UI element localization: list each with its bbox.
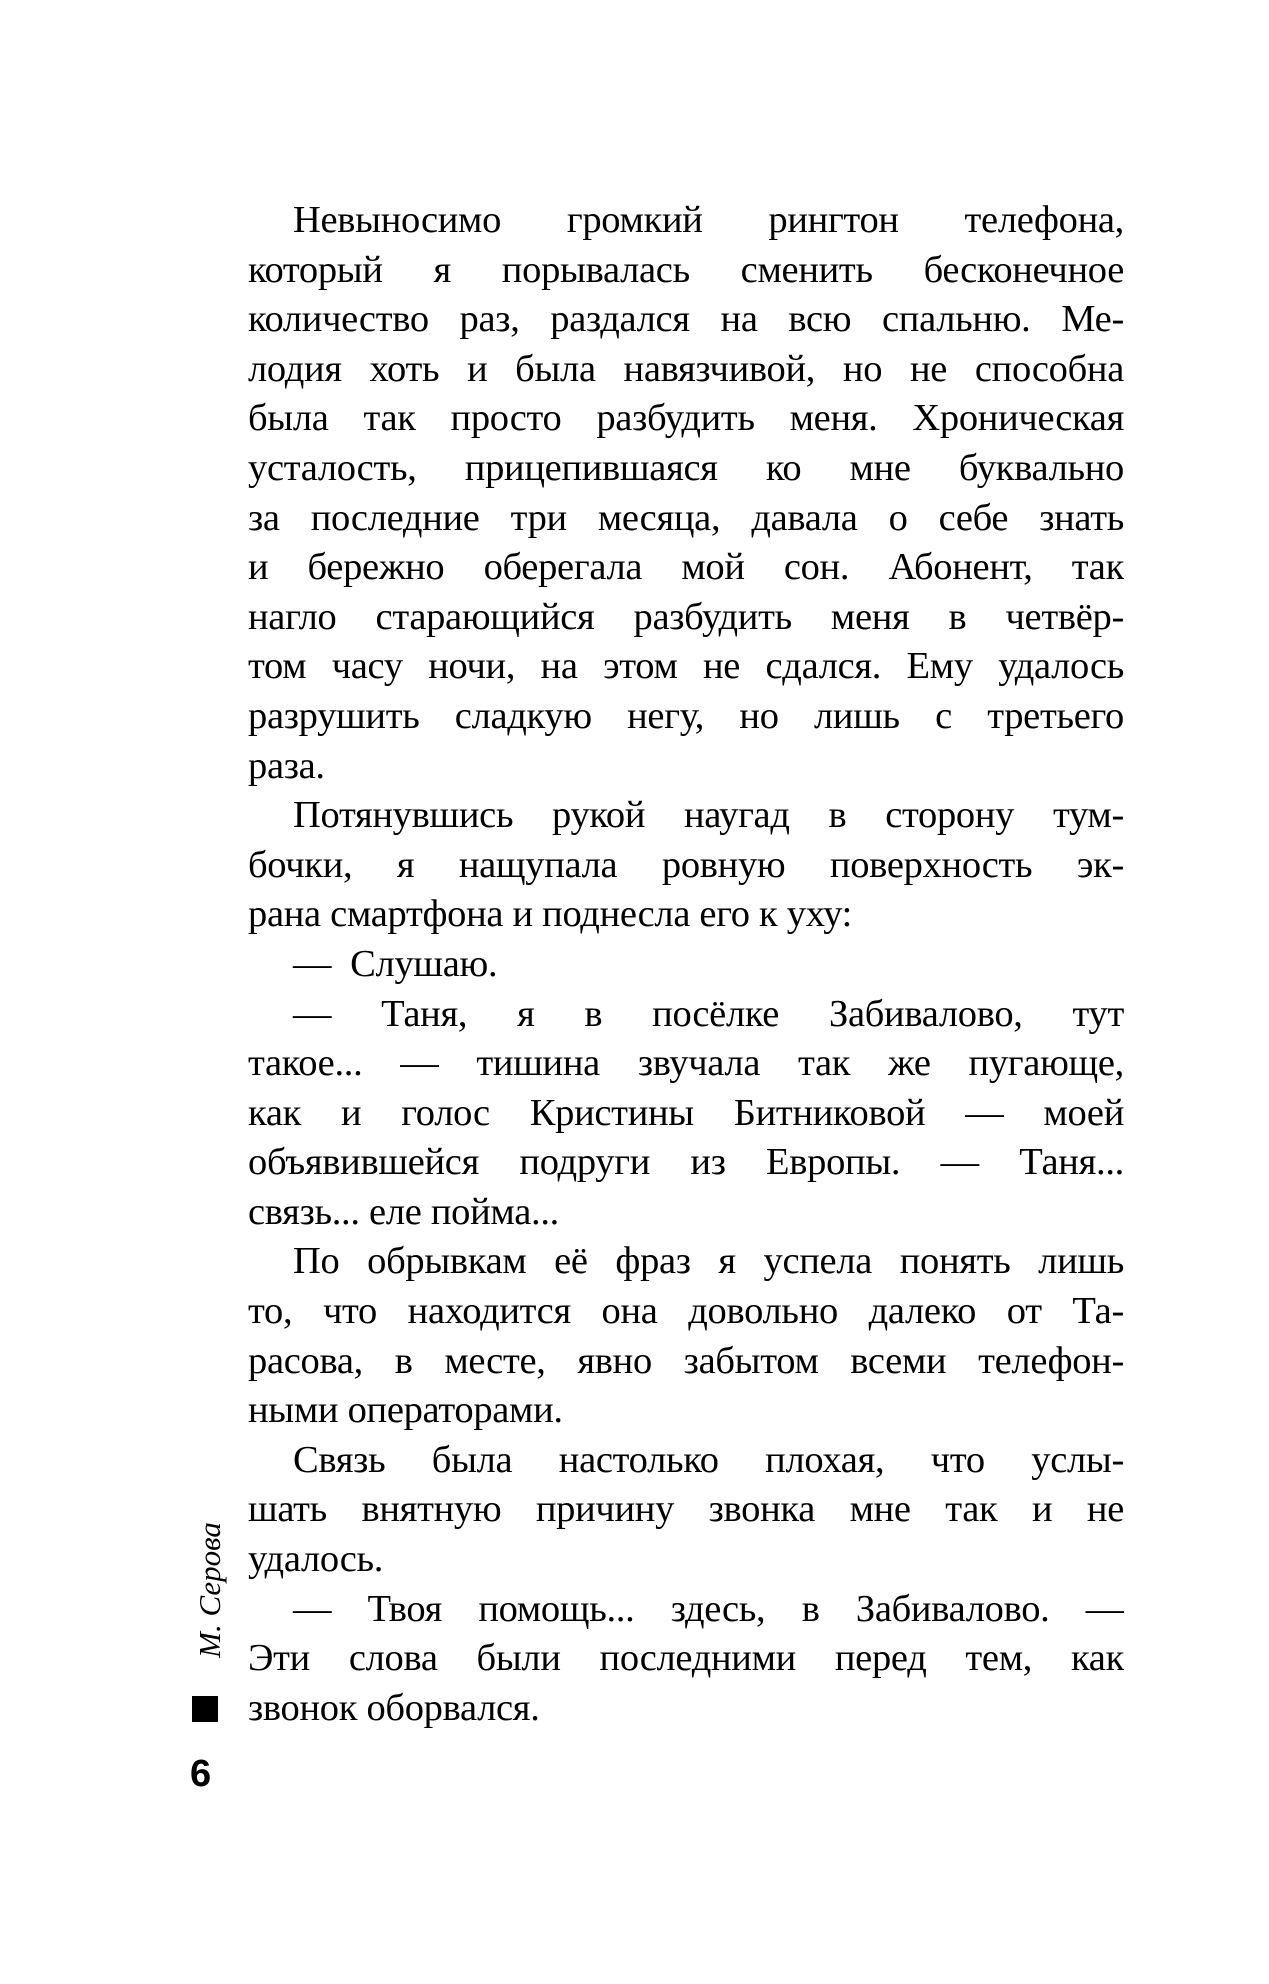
paragraph (248, 196, 1124, 791)
text-line: нагло старающийся разбудить меня в четвёр- (248, 595, 1124, 638)
text-line: удалось. (248, 1538, 384, 1581)
paragraph (248, 791, 1124, 940)
text-line: Связь была настолько плохая, что услы- (293, 1438, 1124, 1481)
text-line: лодия хоть и была навязчивой, но не способна (248, 347, 1124, 390)
paragraph-dialogue (248, 1585, 1124, 1734)
text-line: Потянувшись рукой наугад в сторону тум- (293, 794, 1124, 837)
text-line: — Твоя помощь... здесь, в Забивалово. — (293, 1587, 1124, 1630)
text-line: и бережно оберегала мой сон. Абонент, так (248, 546, 1124, 589)
text-line: Невыносимо громкий рингтон телефона, (293, 199, 1124, 241)
text-line: за последние три месяца, давала о себе знать (248, 496, 1124, 539)
paragraph-dialogue (248, 990, 1124, 1238)
text-line: раза. (248, 744, 325, 787)
text-line: количество раз, раздался на всю спальню. Ме- (248, 298, 1124, 341)
text-line: была так просто разбудить меня. Хроническая (248, 397, 1124, 440)
text-line: как и голос Кристины Битниковой — моей (248, 1091, 1124, 1134)
text-line: По обрывкам её фраз я успела понять лишь (293, 1240, 1124, 1283)
text-line: рана смартфона и поднесла его к уху: (248, 893, 853, 936)
paragraph-dialogue (248, 940, 1124, 990)
paragraph (248, 1436, 1124, 1585)
text-line: том часу ночи, на этом не сдался. Ему удалось (248, 645, 1124, 688)
text-line: разрушить сладкую негу, но лишь с третьего (248, 694, 1124, 737)
text-line: расова, в месте, явно забытом всеми телефон- (248, 1339, 1124, 1382)
text-line: объявившейся подруги из Европы. — Таня... (248, 1141, 1124, 1184)
text-line: ными операторами. (248, 1389, 563, 1432)
text-line: Эти слова были последними перед тем, как (248, 1637, 1124, 1680)
series-marker-square (192, 1696, 218, 1722)
text-line: который я порывалась сменить бесконечное (248, 248, 1124, 291)
text-line: то, что находится она довольно далеко от Та- (248, 1290, 1124, 1333)
paragraph (248, 1237, 1124, 1435)
text-line: — Слушаю. (293, 942, 498, 985)
text-line: шать внятную причину звонка мне так и не (248, 1488, 1124, 1531)
page-number: 6 (190, 1753, 212, 1795)
text-line: — Таня, я в посёлке Забивалово, тут (293, 992, 1124, 1035)
text-line: связь... еле пойма... (248, 1190, 559, 1233)
page-text (248, 196, 1124, 1733)
text-line: такое... — тишина звучала так же пугающе, (248, 1042, 1124, 1085)
text-line: бочки, я нащупала ровную поверхность эк- (248, 843, 1124, 886)
author-sidebar-label: М. Серова (192, 1522, 227, 1658)
text-line: звонок оборвался. (248, 1686, 540, 1729)
text-line: усталость, прицепившаяся ко мне буквально (248, 446, 1124, 489)
